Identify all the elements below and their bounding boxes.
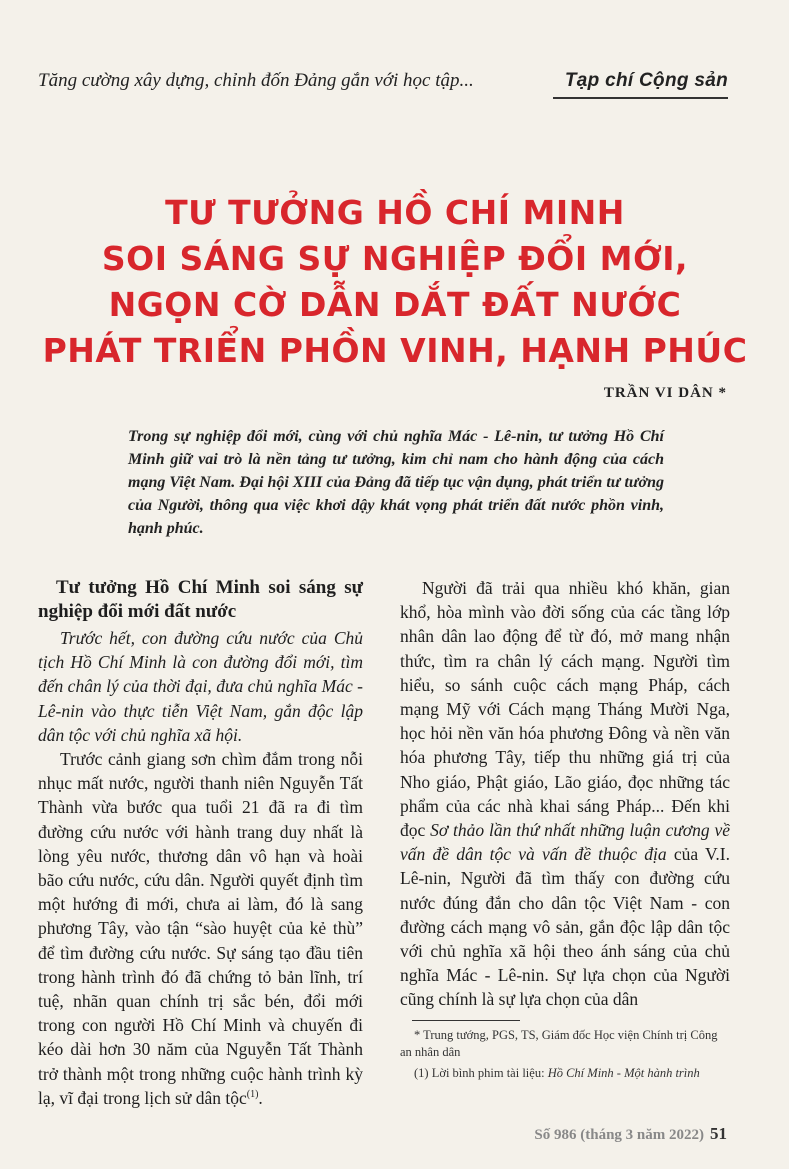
running-header [38,70,728,100]
title-line-3: NGỌN CỜ DẪN DẮT ĐẤT NƯỚC [108,285,682,324]
journal-name: Tạp chí Cộng sản [564,70,728,91]
footnote-1 [400,1065,730,1082]
author-byline: TRẦN VI DÂN * [603,385,727,401]
article-title [30,190,760,374]
section-heading: Tư tưởng Hồ Chí Minh soi sáng sự nghiệp đổi mới đất nước [38,577,363,622]
body-paragraph-text: Trước cảnh giang sơn chìm đắm trong nỗi nhục mất nước, người thanh niên Nguyễn Tất Thành vừa bước qua tuổi 21 đã ra đi tìm đường cứu nước với hành trang duy nhất là lòng yêu nước, thương dân vô hạn và hoài bão cứu nước, cứu dân. Người quyết định tìm một hướng đi mới, chưa ai làm, đó là sang phương Tây, vào tận “sào huyệt của kẻ thù” để tìm đường cứu nước. Sự sáng tạo đầu tiên trong hành trình đó đã chứng tỏ bản lĩnh, trí tuệ, nhãn quan chính trị sắc bén, đổi mới trong con người Hồ Chí Minh và chuyến đi kéo dài hơn 30 năm của Nguyễn Tất Thành trở thành một trong những cuộc hành trình kỳ lạ, vĩ đại trong lịch sử dân tộc [38,749,363,1108]
title-line-1: TƯ TƯỞNG HỒ CHÍ MINH [165,193,625,232]
footnote-1-title: Hồ Chí Minh - Một hành trình [547,1066,700,1080]
right-text-2: của V.I. Lê-nin, Người đã tìm thấy con đường cứu nước đúng đắn cho dân tộc Việt Nam - con đường cách mạng vô sản, gắn độc lập dân tộc với chủ nghĩa xã hội theo ánh sáng của chủ nghĩa Mác - Lê-nin. Sự lựa chọn của Người cũng chính là sự lựa chọn của dân [400,844,730,1010]
footnote-1-prefix: (1) Lời bình phim tài liệu: [414,1066,548,1080]
footnote-ref-1: (1) [246,1089,259,1101]
article-abstract: Trong sự nghiệp đổi mới, cùng với chủ nghĩa Mác - Lê-nin, tư tưởng Hồ Chí Minh giữ vai trò là nền tảng tư tưởng, kim chỉ nam cho hành động của cách mạng Việt Nam. Đại hội XIII của Đảng đã tiếp tục vận dụng, phát triển tư tưởng của Người, thông qua việc khơi dậy khát vọng phát triển đất nước phồn vinh, hạnh phúc. [128,428,664,537]
running-title: Tăng cường xây dựng, chỉnh đốn Đảng gắn với học tập... [38,70,474,91]
page-number: 51 [710,1124,727,1143]
right-text-1: Người đã trải qua nhiều khó khăn, gian khổ, hòa mình vào đời sống của các tầng lớp nhân dân lao động để từ đó, mở mang nhận thức, tìm ra chân lý cách mạng. Người tìm hiểu, so sánh cuộc cách mạng Pháp, cách mạng Mỹ với Cách mạng Tháng Mười Nga, học hỏi nền văn hóa phương Đông và nền văn hóa phương Tây, tiếp thu những giá trị của Nho giáo, Phật giáo, Lão giáo, đọc những tác phẩm của các nhà khai sáng Pháp... Đến khi đọc [400,578,730,841]
lead-paragraph: Trước hết, con đường cứu nước của Chủ tịch Hồ Chí Minh là con đường đổi mới, tìm đến chân lý của thời đại, đưa chủ nghĩa Mác - Lê-nin vào thực tiễn Việt Nam, gắn độc lập dân tộc với chủ nghĩa xã hội. [38,628,363,745]
left-column [38,576,363,1110]
right-column [400,576,730,1012]
cited-work-title: Sơ thảo lần thứ nhất những luận cương về vấn đề dân tộc và vấn đề thuộc địa [400,820,730,865]
title-line-2: SOI SÁNG SỰ NGHIỆP ĐỔI MỚI, [101,239,689,278]
title-line-4: PHÁT TRIỂN PHỒN VINH, HẠNH PHÚC [42,331,748,370]
issue-info: Số 986 (tháng 3 năm 2022) [534,1127,704,1143]
body-paragraph-right [400,576,730,1012]
body-paragraph [38,747,363,1110]
footnote-rule [412,1020,520,1021]
footnote-author: * Trung tướng, PGS, TS, Giám đốc Học viện Chính trị Công an nhân dân [400,1028,718,1059]
header-rule [553,97,728,99]
page-footer [534,1124,727,1144]
footnotes [400,1020,730,1086]
paragraph-end: . [258,1087,263,1108]
